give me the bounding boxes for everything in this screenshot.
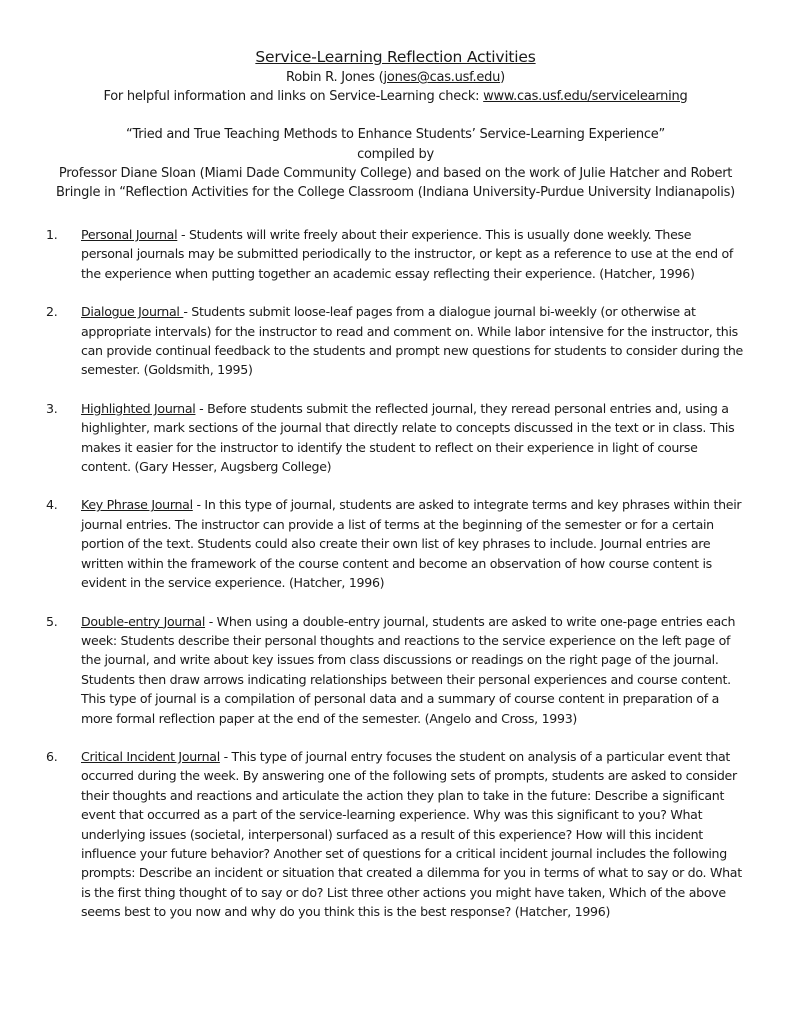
- author-suffix: ): [500, 70, 505, 85]
- author-line: [0, 70, 791, 85]
- list-item: [46, 495, 746, 592]
- list-item: [46, 302, 746, 380]
- item-name: Personal Journal: [81, 227, 178, 242]
- list-item: [46, 225, 746, 283]
- activity-list: [46, 225, 746, 941]
- item-body: [81, 747, 746, 922]
- item-body: [81, 612, 746, 728]
- item-body: [81, 399, 746, 477]
- credit-line-1: Professor Diane Sloan (Miami Dade Community College) and based on the work of Julie Hatcher and Robert: [58, 166, 733, 181]
- list-item: [46, 399, 746, 477]
- list-item: [46, 612, 746, 728]
- page-title: Service-Learning Reflection Activities: [255, 48, 536, 66]
- item-number: 6.: [46, 748, 58, 764]
- item-number: 3.: [46, 400, 58, 416]
- item-name: Key Phrase Journal: [81, 497, 193, 513]
- item-number: 5.: [46, 613, 58, 629]
- item-text: - Students submit loose-leaf pages from a dialogue journal bi-weekly (or otherwise at appropriate intervals) for the instructor to read and comment on. While labor intensive for the instructor, this can provide continual feedback to the students and prompt new questions for students to consider during the semester. (Goldsmith, 1995): [81, 304, 744, 378]
- item-name: Double-entry Journal: [81, 613, 206, 629]
- info-prefix: For helpful information and links on Service-Learning check:: [103, 89, 484, 104]
- author-prefix: Robin R. Jones (: [286, 70, 384, 85]
- item-text: - This type of journal entry focuses the student on analysis of a particular event that occurred during the week. By answering one of the following sets of prompts, students are asked to consider their thoughts and reactions and articulate the action they plan to take in the future: Describe a significant event that occurred as a part of the service-learning experience. Why was this significant to you? What underlying issues (societal, interpersonal) surfaced as a result of this experience? How will this incident influence your future behavior? Another set of questions for a critical incident journal includes the following prompts: Describe an incident or situation that created a dilemma for you in terms of what to say or do. What is the first thing thought of to say or do? List three other actions you might have taken, Which of the above seems best to you now and why do you think this is the best response? (Hatcher, 1996): [81, 748, 742, 920]
- item-name: Dialogue Journal: [81, 304, 184, 320]
- compiled-by: compiled by: [357, 147, 434, 162]
- item-name: Critical Incident Journal: [81, 748, 220, 764]
- item-number: 2.: [46, 304, 58, 320]
- item-number: 1.: [46, 227, 58, 242]
- item-text: - Students will write freely about their experience. This is usually done weekly. These personal journals may be submitted periodically to the instructor, or kept as a reference to use at the end of the experience when putting together an academic essay reflecting their experience. (Hatcher, 1996): [81, 227, 734, 281]
- author-email-link[interactable]: jones@cas.usf.edu: [383, 70, 501, 85]
- item-body: [81, 225, 746, 283]
- list-item: [46, 747, 746, 922]
- item-number: 4.: [46, 497, 58, 513]
- item-text: - When using a double-entry journal, students are asked to write one-page entries each week: Students describe their personal thoughts and reactions to the service experience on the left page of the journal, and write about key issues from class discussions or readings on the right page of the journal. Students then draw arrows indicating relationships between their personal experiences and course content. This type of journal is a compilation of personal data and a summary of course content in preparation of a more formal reflection paper at the end of the semester. (Angelo and Cross, 1993): [81, 613, 736, 726]
- info-line: [0, 89, 791, 104]
- item-text: - In this type of journal, students are asked to integrate terms and key phrases within their journal entries. The instructor can provide a list of terms at the beginning of the semester or for a certain portion of the text. Students could also create their own list of key phrases to include. Journal entries are written within the framework of the course content and become an observation of how course content is evident in the service experience. (Hatcher, 1996): [81, 497, 742, 591]
- item-name: Highlighted Journal: [81, 400, 196, 416]
- item-body: [81, 302, 746, 380]
- credit-line-2: Bringle in “Reflection Activities for the College Classroom (Indiana University-Purdue University Indianapolis): [55, 185, 736, 200]
- item-body: [81, 495, 746, 592]
- source-title: “Tried and True Teaching Methods to Enhance Students’ Service-Learning Experience”: [125, 127, 666, 142]
- item-text: - Before students submit the reflected journal, they reread personal entries and, using a highlighter, mark sections of the journal that directly relate to concepts discussed in the text or in class. This makes it easier for the instructor to identify the student to reflect on their experience in light of course content. (Gary Hesser, Augsberg College): [81, 400, 735, 475]
- service-learning-link[interactable]: www.cas.usf.edu/servicelearning: [483, 89, 688, 104]
